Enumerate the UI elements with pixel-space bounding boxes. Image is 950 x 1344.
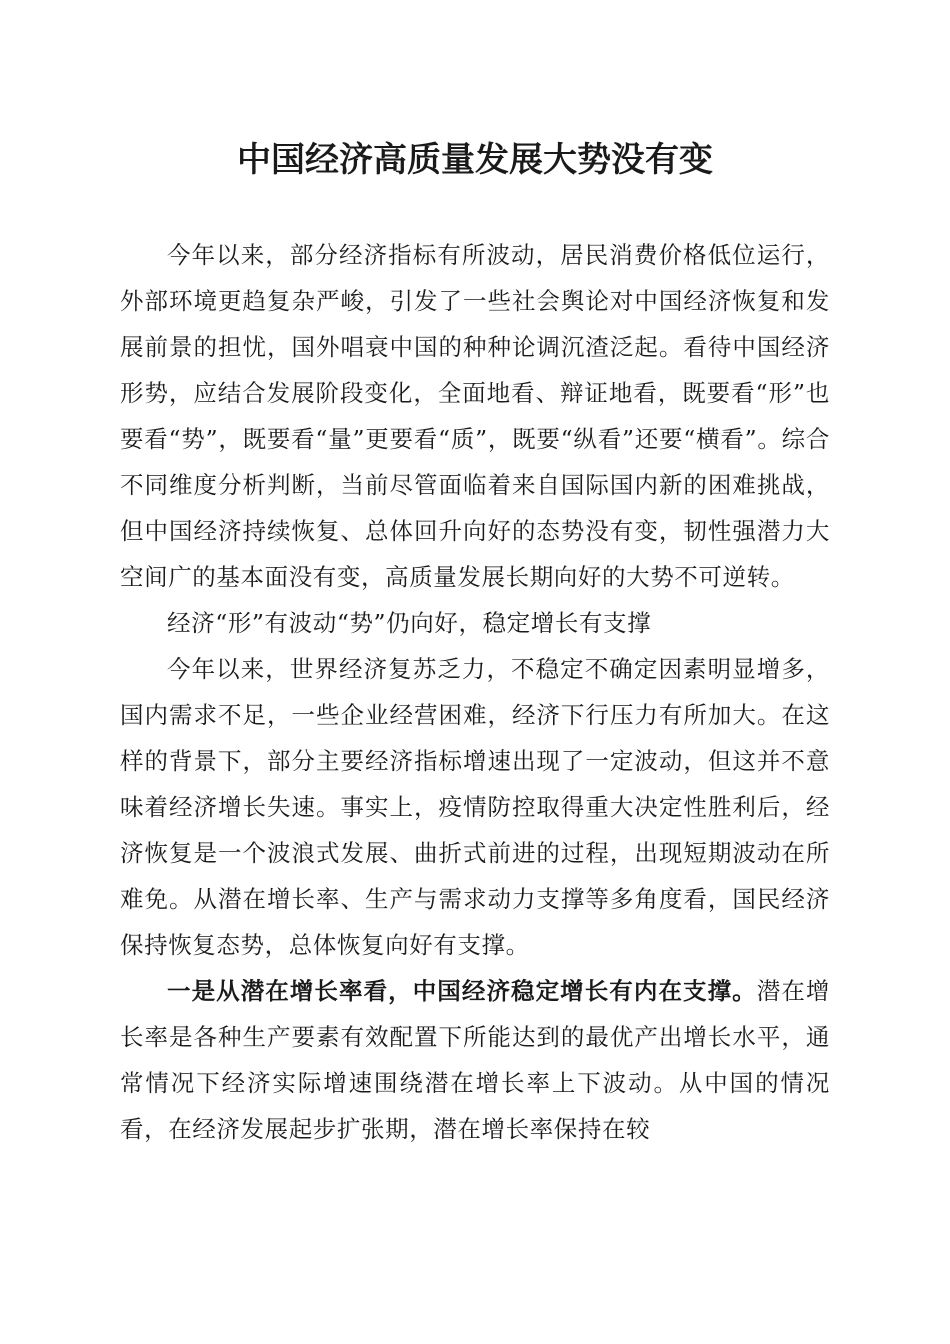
section-heading: 经济“形”有波动“势”仍向好，稳定增长有支撑 (167, 609, 652, 637)
paragraph-potential-growth (120, 968, 830, 1152)
document-title: 中国经济高质量发展大势没有变 (237, 140, 713, 180)
paragraph-continuation: 潜在增长率是各种生产要素有效配置下所能达到的最优产出增长水平，通常情况下经济实际增速围绕潜在增长率上下波动。从中国的情况看，在经济发展起步扩张期，潜在增长率保持在较 (120, 977, 830, 1143)
paragraph-intro: 今年以来，部分经济指标有所波动，居民消费价格低位运行，外部环境更趋复杂严峻，引发了一些社会舆论对中国经济恢复和发展前景的担忧，国外唱衰中国的种种论调沉渣泛起。看待中国经济形势，应结合发展阶段变化，全面地看、辩证地看，既要看“形”也要看“势”，既要看“量”更要看“质”，既要“纵看”还要“横看”。综合不同维度分析判断，当前尽管面临着来自国际国内新的困难挑战，但中国经济持续恢复、总体回升向好的态势没有变，韧性强潜力大空间广的基本面没有变，高质量发展长期向好的大势不可逆转。 (120, 241, 830, 591)
document-body (120, 232, 830, 1152)
paragraph-context: 今年以来，世界经济复苏乏力，不稳定不确定因素明显增多，国内需求不足，一些企业经营困难，经济下行压力有所加大。在这样的背景下，部分主要经济指标增速出现了一定波动，但这并不意味着经济增长失速。事实上，疫情防控取得重大决定性胜利后，经济恢复是一个波浪式发展、曲折式前进的过程，出现短期波动在所难免。从潜在增长率、生产与需求动力支撑等多角度看，国民经济保持恢复态势，总体恢复向好有支撑。 (120, 655, 830, 959)
paragraph-lead-sentence: 一是从潜在增长率看，中国经济稳定增长有内在支撑。 (167, 977, 757, 1005)
